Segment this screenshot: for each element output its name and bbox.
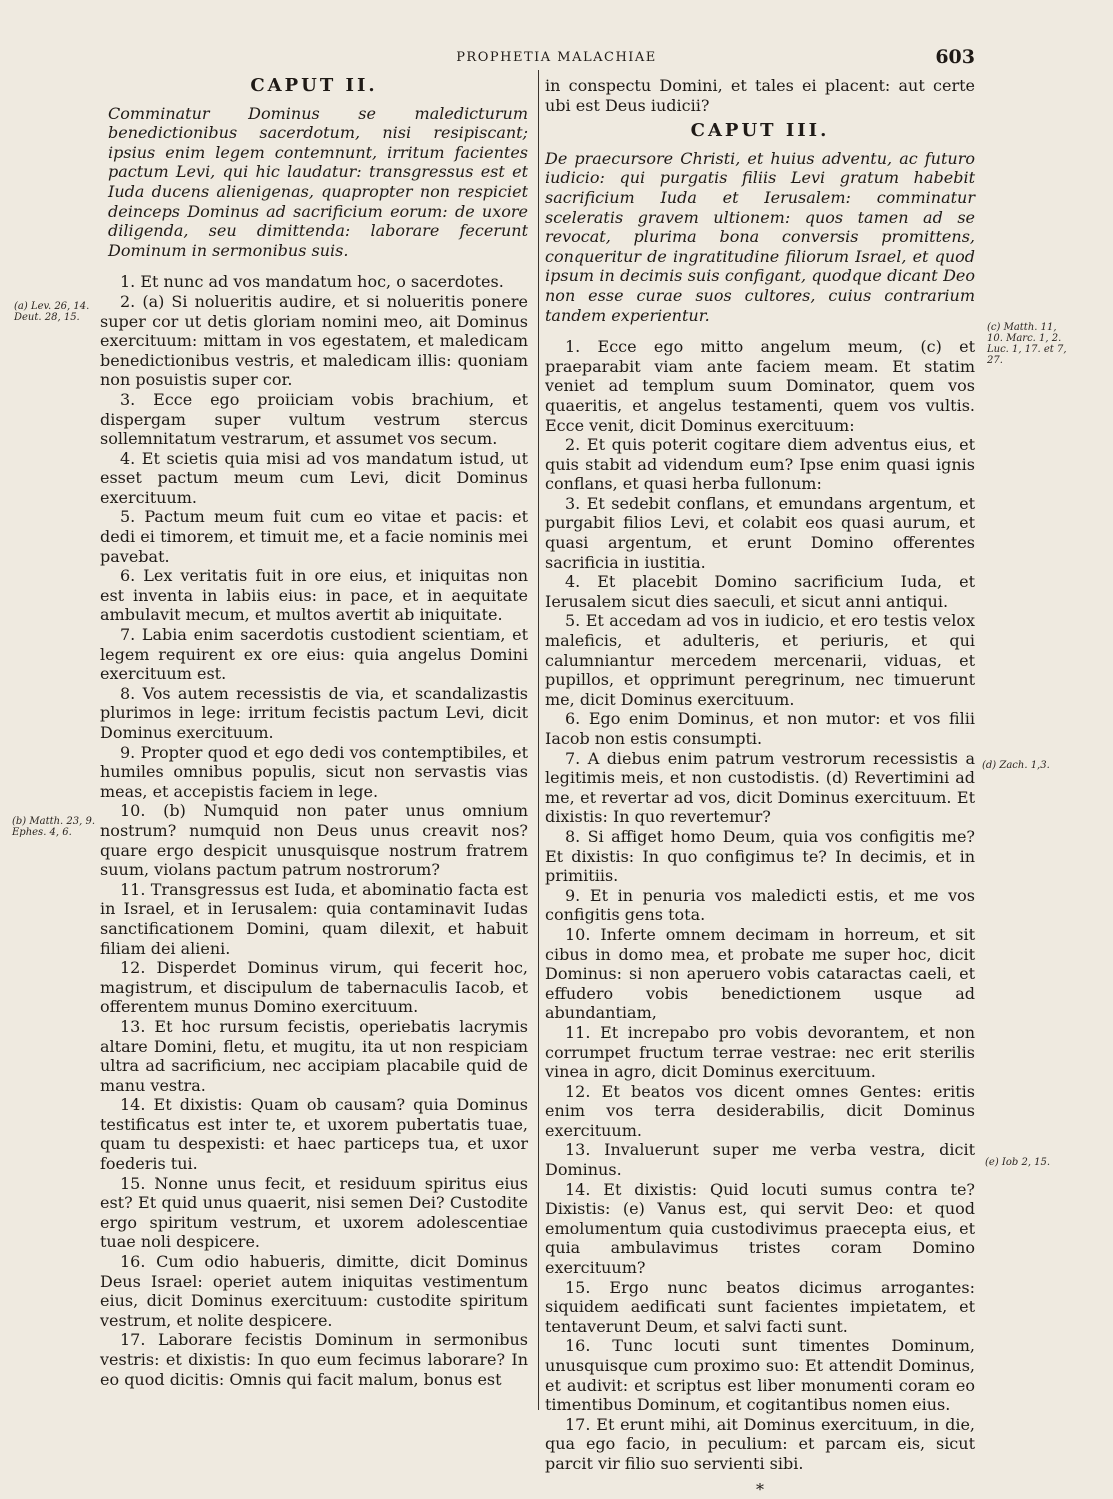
running-title: PROPHETIA MALACHIAE — [456, 50, 657, 65]
verse: 4. Et scietis quia misi ad vos mandatum istud, ut esset pactum meum cum Levi, dicit Dominus exercituum. — [100, 448, 528, 507]
verse: 3. Et sedebit conflans, et emundans argentum, et purgabit filios Levi, et colabit eos quasi aurum, et quasi argentum, et erunt Domino offerentes sacrificia in iustitia. — [545, 493, 975, 572]
verse: 14. Et dixistis: Quid locuti sumus contra te? Dixistis: (e) Vanus est, qui servit Deo: et quod emolumentum quia custodivimus praecepta eius, et quia ambulavimus tristes coram Domino exercituum? — [545, 1179, 975, 1278]
verse: 13. Invaluerunt super me verba vestra, dicit Dominus. — [545, 1140, 975, 1180]
page-number: 603 — [935, 46, 975, 68]
verse: 8. Si affiget homo Deum, quia vos configitis me? Et dixistis: In quo configimus te? In decimis, et in primitiis. — [545, 826, 975, 886]
verse: 1. Et nunc ad vos mandatum hoc, o sacerdotes. — [120, 272, 504, 292]
page-header — [0, 48, 1113, 72]
verse: 8. Vos autem recessistis de via, et scandalizastis plurimos in lege: irritum fecistis pactum Levi, dicit Dominus exercituum. — [100, 683, 528, 742]
verse: 15. Nonne unus fecit, et residuum spiritus eius est? Et quid unus quaerit, nisi semen Dei? Custodite ergo spiritum vestrum, et uxorem adolescentiae tuae noli despicere. — [100, 1173, 528, 1252]
verse: 7. A diebus enim patrum vestrorum recessistis a legitimis meis, et non custodistis. (d) Revertimini ad me, et revertar ad vos, dicit Dominus exercituum. Et dixistis: In quo revertemur? — [545, 748, 975, 827]
verse-list-3 — [545, 337, 975, 1473]
end-mark: * — [756, 1479, 764, 1499]
verse: 6. Lex veritatis fuit in ore eius, et iniquitas non est inventa in labiis eius: in pace, et in aequitate ambulavit mecum, et multos avertit ab iniquitate. — [100, 566, 528, 625]
verse: 16. Cum odio habueris, dimitte, dicit Dominus Deus Israel: operiet autem iniquitas vestimentum eius, dicit Dominus exercituum: custodite spiritum vestrum, et nolite despicere. — [100, 1252, 528, 1330]
verse-continuation: in conspectu Domini, et tales ei placent: aut certe ubi est Deus iudicii? — [545, 76, 975, 115]
verse: 5. Pactum meum fuit cum eo vitae et pacis: et dedi ei timorem, et timuit me, et a facie nominis mei pavebat. — [100, 507, 528, 566]
verse: 2. (a) Si nolueritis audire, et si nolueritis ponere super cor ut detis gloriam nomini meo, ait Dominus exercituum: mittam in vos egestatem, et maledicam benedictionibus vestris, et maledicam illis: quoniam non posuistis super cor. — [100, 291, 528, 390]
verse: 10. Inferte omnem decimam in horreum, et sit cibus in domo mea, et probate me super hoc, dicit Dominus: si non aperuero vobis cataractas caeli, et effudero vobis benedictionem usque ad abundantiam, — [545, 924, 975, 1023]
verse: 9. Propter quod et ego dedi vos contemptibiles, et humiles omnibus populis, sicut non servastis vias meas, et accepistis faciem in lege. — [100, 742, 528, 801]
margin-note-d: (d) Zach. 1,3. — [982, 760, 1050, 771]
verse: 3. Ecce ego proiiciam vobis brachium, et dispergam super vultum vestrum stercus sollemnitatum vestrarum, et assumet vos secum. — [100, 389, 528, 449]
right-column — [545, 76, 975, 1499]
chapter-heading-2: CAPUT II. — [250, 75, 378, 96]
margin-note-a: (a) Lev. 26, 14. Deut. 28, 15. — [14, 301, 90, 323]
verse: 5. Et accedam ad vos in iudicio, et ero testis velox maleficis, et adulteris, et periuris, et qui calumniantur mercedem mercenarii, viduas, et pupillos, et opprimunt peregrinum, nec timuerunt me, dicit Dominus exercituum. — [545, 611, 975, 709]
verse: 6. Ego enim Dominus, et non mutor: et vos filii Iacob non estis consumpti. — [545, 709, 975, 748]
verse: 7. Labia enim sacerdotis custodient scientiam, et legem requirent ex ore eius: quia angelus Domini exercituum est. — [100, 625, 528, 684]
verse: 13. Et hoc rursum fecistis, operiebatis lacrymis altare Domini, fletu, et mugitu, ita ut non respiciam ultra ad sacrificium, nec accipiam placabile quid de manu vestra. — [100, 1016, 528, 1095]
chapter-heading-3: CAPUT III. — [690, 120, 830, 142]
verse: 12. Disperdet Dominus virum, qui fecerit hoc, magistrum, et discipulum de tabernaculis Iacob, et offerentem munus Domino exercituum. — [100, 958, 528, 1017]
verse: 17. Laborare fecistis Dominum in sermonibus vestris: et dixistis: In quo eum fecimus laborare? In eo quod dicitis: Omnis qui facit malum, bonus est — [100, 1330, 528, 1389]
verse: 4. Et placebit Domino sacrificium Iuda, et Ierusalem sicut dies saeculi, et sicut anni antiqui. — [545, 572, 975, 611]
margin-note-c: (c) Matth. 11, 10. Marc. 1, 2. Luc. 1, 17. et 7, 27. — [987, 322, 1067, 366]
verse: 17. Et erunt mihi, ait Dominus exercituum, in die, qua ego facio, in peculium: et parcam eis, sicut parcit vir filio suo servienti sibi. — [545, 1414, 975, 1473]
verse: 16. Tunc locuti sunt timentes Dominum, unusquisque cum proximo suo: Et attendit Dominus, et audivit: et scriptus est liber monumenti coram eo timentibus Dominum, et cogitantibus nomen eius. — [545, 1336, 975, 1415]
verse: 2. Et quis poterit cogitare diem adventus eius, et quis stabit ad videndum eum? Ipse enim quasi ignis conflans, et quasi herba fullonum: — [545, 435, 975, 494]
chapter-summary-3: De praecursore Christi, et huius adventu, ac futuro iudicio: qui purgatis filiis Levi gratum habebit sacrificium Iuda et Ierusalem: comminatur sceleratis gravem ultionem: quos tamen ad se revocat, plurima bona conversis promittens, conqueritur de ingratitudine filiorum Israel, et quod ipsum in decimis suis configant, quodque dicant Deo non esse curae suos cultores, cuius contrarium tandem experientur. — [545, 148, 975, 325]
verse: 14. Et dixistis: Quam ob causam? quia Dominus testificatus est inter te, et uxorem pubertatis tuae, quam tu despexisti: et haec particeps tua, et uxor foederis tui. — [100, 1095, 528, 1174]
left-column — [100, 76, 528, 1389]
verse: 15. Ergo nunc beatos dicimus arrogantes: siquidem aedificati sunt facientes impietatem, et tentaverunt Deum, et salvi facti sunt. — [545, 1277, 975, 1336]
verse: 9. Et in penuria vos maledicti estis, et me vos configitis gens tota. — [545, 885, 975, 925]
verse: 10. (b) Numquid non pater unus omnium nostrum? numquid non Deus unus creavit nos? quare ergo despicit unusquisque nostrum fratrem suum, violans pactum patrum nostrorum? — [100, 801, 528, 880]
column-divider — [538, 70, 539, 1410]
chapter-summary-2: Comminatur Dominus se maledicturum benedictionibus sacerdotum, nisi resipiscant; ipsius enim legem contemnunt, irritum facientes pactum Levi, qui hic laudatur: transgressus est et Iuda ducens alienigenas, quapropter non respiciet deinceps Dominus ad sacrificium eorum: de uxore diligenda, seu dimittenda: laborare fecerunt Dominum in sermonibus suis. — [108, 103, 528, 260]
margin-note-e: (e) Iob 2, 15. — [985, 1157, 1051, 1168]
margin-note-b: (b) Matth. 23, 9. Ephes. 4, 6. — [12, 816, 96, 838]
verse-list-2 — [100, 272, 528, 1389]
verse: 11. Et increpabo pro vobis devorantem, et non corrumpet fructum terrae vestrae: nec erit sterilis vinea in agro, dicit Dominus exercituum. — [545, 1022, 975, 1082]
verse: 12. Et beatos vos dicent omnes Gentes: eritis enim vos terra desiderabilis, dicit Dominus exercituum. — [545, 1081, 975, 1140]
verse: 1. Ecce ego mitto angelum meum, (c) et praeparabit viam ante faciem meam. Et statim veniet ad templum suum Dominator, quem vos quaeritis, et angelus testamenti, quem vos vultis. Ecce venit, dicit Dominus exercituum: — [545, 337, 975, 435]
verse: 11. Transgressus est Iuda, et abominatio facta est in Israel, et in Ierusalem: quia contaminavit Iudas sanctificationem Domini, quam dilexit, et habuit filiam dei alieni. — [100, 879, 528, 958]
